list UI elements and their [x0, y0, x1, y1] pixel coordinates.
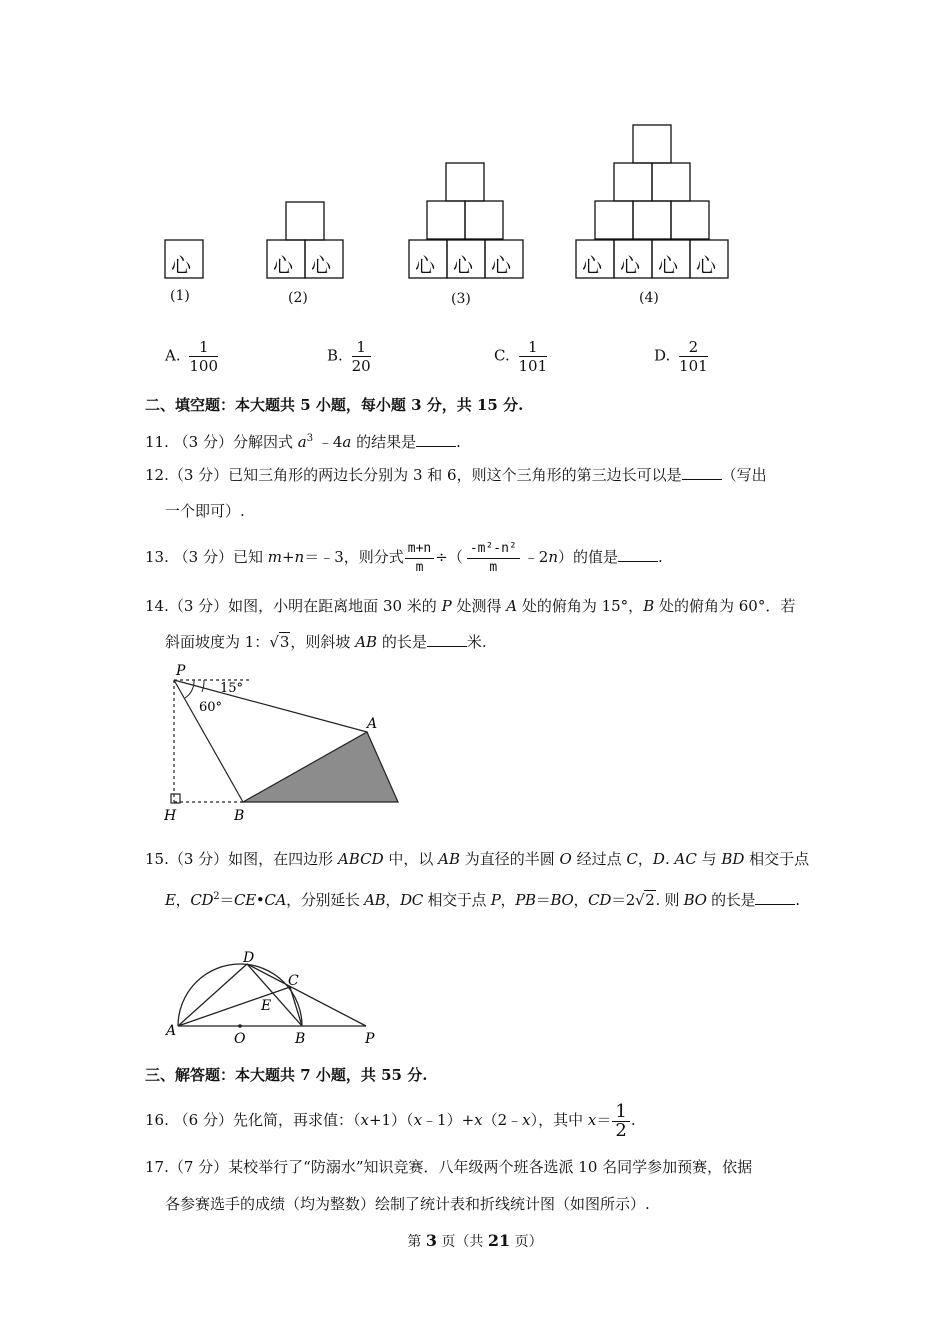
- q-text: ，分别延长: [286, 891, 365, 909]
- q-text: 经过点: [571, 850, 627, 868]
- label-60-deg: 60°: [199, 700, 223, 715]
- q-text: 处测得: [451, 597, 507, 615]
- q-text: 已知三角形的两边长分别为 3 和 6，则这个三角形的第三边长可以是: [228, 466, 682, 484]
- line-pb: [174, 680, 243, 802]
- q-text: 的结果是: [351, 433, 417, 451]
- var: E: [165, 891, 176, 909]
- var: CD: [190, 891, 214, 909]
- pyramid-figure-svg: [150, 115, 750, 315]
- footer-text: 页）: [510, 1234, 543, 1250]
- var: CD: [588, 891, 612, 909]
- question-17-line2: 各参赛选手的成绩（均为整数）绘制了统计表和折线统计图（如图所示）.: [165, 1195, 650, 1213]
- sqrt-radicand: 3: [279, 633, 290, 651]
- answer-blank[interactable]: [427, 632, 467, 647]
- question-number: 13.: [145, 548, 169, 566]
- numerator: m+n: [405, 540, 434, 559]
- q-text: ﹣4: [313, 433, 343, 451]
- question-13: [145, 537, 663, 581]
- label-p: P: [365, 1031, 375, 1047]
- numerator: 1: [612, 1103, 629, 1122]
- denominator: 100: [189, 357, 219, 375]
- fraction: [405, 540, 434, 577]
- q-text: ＝2: [611, 891, 636, 909]
- footer-text: 页（共: [436, 1234, 488, 1250]
- var: x: [587, 1111, 597, 1129]
- var: n: [294, 548, 305, 566]
- question-15-line2: [165, 887, 800, 910]
- fig4-box: [595, 201, 633, 239]
- label-a: A: [367, 716, 378, 732]
- var: AC: [674, 850, 697, 868]
- q-text: 相交于点: [744, 850, 810, 868]
- q-text: ，: [385, 891, 401, 909]
- figure-label: (1): [170, 288, 190, 304]
- q-text: 的长是: [706, 891, 756, 909]
- angle-arc-15: [202, 680, 204, 692]
- q-text: •: [255, 891, 265, 909]
- q-text: .: [658, 548, 663, 566]
- fig2-box: [286, 202, 324, 240]
- line-dp: [247, 964, 366, 1026]
- xin-char: 心: [171, 253, 191, 277]
- option-letter: C.: [494, 346, 510, 365]
- question-17: [145, 1157, 752, 1177]
- question-12: [145, 465, 767, 485]
- slope-triangle: [243, 732, 398, 802]
- denominator: m: [489, 559, 498, 575]
- option-letter: D.: [654, 346, 671, 365]
- q-text: 先化简，再求值：（: [232, 1111, 361, 1129]
- label-p: P: [176, 663, 186, 679]
- label-o: O: [234, 1031, 246, 1047]
- numerator: -m²-n²: [467, 540, 520, 559]
- option-fraction: [189, 338, 218, 375]
- answer-blank[interactable]: [755, 890, 795, 905]
- numerator: 1: [519, 338, 548, 357]
- var: ABCD: [337, 850, 384, 868]
- denominator: 101: [518, 357, 548, 375]
- var: x: [522, 1111, 531, 1129]
- denominator: 2: [615, 1119, 627, 1141]
- fraction: [467, 540, 520, 577]
- q-text: ﹣1）+: [422, 1111, 475, 1129]
- label-15-deg: 15°: [220, 681, 244, 696]
- q-text: +: [281, 548, 295, 566]
- q-text: . 则: [655, 891, 684, 909]
- q-text: .: [795, 891, 800, 909]
- q-text: 与: [696, 850, 722, 868]
- answer-blank[interactable]: [682, 465, 722, 480]
- fig4-box: [671, 201, 709, 239]
- question-16: [145, 1100, 636, 1140]
- q-text: +1）（: [368, 1111, 414, 1129]
- q-text: ）的值是: [558, 548, 619, 566]
- option-fraction: [679, 338, 708, 375]
- q-text: ＝: [219, 891, 235, 909]
- page-footer: [0, 1231, 950, 1251]
- var: a: [342, 433, 352, 451]
- option-letter: A.: [165, 346, 181, 365]
- q-text: ，: [637, 850, 653, 868]
- label-b: B: [295, 1031, 306, 1047]
- var: A: [506, 597, 518, 615]
- answer-blank[interactable]: [618, 547, 658, 562]
- numerator: 1: [189, 338, 218, 357]
- question-points: （6 分）: [173, 1111, 233, 1129]
- q-text: ，则斜坡: [290, 633, 356, 651]
- figure-14: [160, 660, 420, 830]
- q-text: ÷（: [435, 548, 463, 566]
- var: C: [626, 850, 638, 868]
- var: BD: [721, 850, 745, 868]
- question-12-line2: 一个即可）.: [165, 502, 245, 520]
- var: x: [474, 1111, 483, 1129]
- numerator: 1: [352, 338, 371, 357]
- option-d[interactable]: [654, 338, 712, 375]
- question-points: （3 分）: [173, 548, 233, 566]
- answer-blank[interactable]: [416, 432, 456, 447]
- var: D: [652, 850, 665, 868]
- exponent: 3: [306, 433, 314, 444]
- q-text: .: [664, 850, 675, 868]
- q-text: ﹣2: [523, 548, 549, 566]
- question-number: 16.: [145, 1111, 169, 1129]
- xin-char: 心: [311, 253, 331, 277]
- question-11: [145, 429, 461, 452]
- option-c[interactable]: [494, 338, 551, 375]
- var: PB: [515, 891, 536, 909]
- question-15: [145, 849, 809, 869]
- q-text: 已知: [232, 548, 268, 566]
- xin-char: 心: [273, 253, 293, 277]
- question-number: 12.: [145, 466, 169, 484]
- q-text: ＝: [535, 891, 551, 909]
- q-text: 为直径的半圆: [460, 850, 560, 868]
- section-2-title: 二、填空题：本大题共 5 小题，每小题 3 分，共 15 分.: [145, 396, 524, 414]
- option-fraction: [352, 338, 371, 375]
- xin-char: 心: [491, 253, 511, 277]
- page-number: 3: [425, 1231, 437, 1250]
- var: B: [643, 597, 655, 615]
- exponent: 2: [213, 891, 220, 902]
- q-text: （写出: [721, 466, 767, 484]
- q-text: 处的俯角为 15°，: [517, 597, 644, 615]
- xin-char: 心: [453, 253, 473, 277]
- denominator: 101: [679, 357, 708, 375]
- option-letter: B.: [327, 346, 343, 365]
- question-points: （7 分）: [168, 1158, 229, 1176]
- question-number: 14.: [145, 597, 169, 615]
- xin-char: 心: [415, 253, 435, 277]
- var: O: [559, 850, 572, 868]
- q-text: 相交于点: [422, 891, 491, 909]
- var: m: [267, 548, 282, 566]
- denominator: m: [415, 559, 424, 575]
- option-fraction: [519, 338, 548, 375]
- xin-char: 心: [696, 253, 716, 277]
- fraction: [612, 1100, 629, 1141]
- q-text: 如图，在四边形: [228, 850, 338, 868]
- var: P: [490, 891, 501, 909]
- center-o: [238, 1024, 242, 1028]
- figure-label: (3): [451, 291, 471, 307]
- question-points: （3 分）: [168, 850, 229, 868]
- sqrt-radicand: 2: [645, 891, 655, 909]
- fig4-box: [652, 163, 690, 201]
- var: n: [548, 548, 559, 566]
- q-text: .: [630, 1111, 636, 1129]
- q-text: ，: [175, 891, 191, 909]
- question-points: （3 分）: [173, 433, 233, 451]
- q-text: 如图，小明在距离地面 30 米的: [228, 597, 442, 615]
- label-c: C: [288, 973, 299, 989]
- sqrt-sign: √: [269, 633, 279, 651]
- q-text: 分解因式: [232, 433, 298, 451]
- figure-label: (4): [639, 290, 659, 306]
- denominator: 20: [351, 357, 371, 375]
- q-text: 米.: [466, 633, 487, 651]
- q-text: 中，以: [383, 850, 439, 868]
- fig4-box: [633, 201, 671, 239]
- question-points: （3 分）: [168, 466, 229, 484]
- label-d: D: [243, 950, 255, 966]
- option-b[interactable]: [327, 338, 375, 375]
- var: AB: [355, 633, 378, 651]
- label-h: H: [164, 808, 177, 824]
- var: x: [360, 1111, 369, 1129]
- var: CE: [234, 891, 256, 909]
- label-a: A: [166, 1023, 177, 1039]
- section-3-title: 三、解答题：本大题共 7 小题，共 55 分.: [145, 1066, 428, 1084]
- xin-char: 心: [658, 253, 678, 277]
- var: DC: [400, 891, 423, 909]
- var: x: [413, 1111, 423, 1129]
- numerator: 2: [679, 338, 708, 357]
- option-a[interactable]: [165, 338, 222, 375]
- fig4-box: [633, 125, 671, 163]
- semicircle: [178, 964, 302, 1026]
- var: BO: [683, 891, 707, 909]
- xin-char: 心: [582, 253, 602, 277]
- var: P: [441, 597, 452, 615]
- figure-label: (2): [288, 290, 308, 306]
- fig4-box: [614, 163, 652, 201]
- q-text: ），其中: [530, 1111, 588, 1129]
- total-pages: 21: [487, 1231, 511, 1250]
- line-ad: [178, 964, 247, 1026]
- figure-15: [160, 945, 390, 1050]
- q-text: 的长是: [377, 633, 427, 651]
- var: AB: [364, 891, 386, 909]
- var: BO: [550, 891, 574, 909]
- q-text: ＝: [596, 1111, 612, 1129]
- footer-text: 第: [407, 1234, 426, 1250]
- angle-arc-60: [185, 680, 194, 698]
- q-text: 斜面坡度为 1：: [165, 633, 270, 651]
- var: CA: [264, 891, 287, 909]
- q-text: .: [456, 433, 461, 451]
- q-text: （2﹣: [482, 1111, 523, 1129]
- var: AB: [438, 850, 460, 868]
- fig3-box: [465, 201, 503, 239]
- q-text: ，: [500, 891, 516, 909]
- var: a: [297, 433, 307, 451]
- question-points: （3 分）: [168, 597, 229, 615]
- question-14: [145, 596, 795, 616]
- question-number: 17.: [145, 1158, 169, 1176]
- label-b: B: [234, 808, 245, 824]
- fig3-box: [446, 163, 484, 201]
- q-text: ，: [573, 891, 589, 909]
- label-e: E: [261, 998, 272, 1014]
- q-text: 处的俯角为 60°．若: [654, 597, 796, 615]
- question-number: 15.: [145, 850, 169, 868]
- question-number: 11.: [145, 433, 169, 451]
- question-14-line2: [165, 632, 487, 652]
- xin-char: 心: [620, 253, 640, 277]
- sqrt-sign: √: [635, 891, 645, 909]
- q-text: ＝﹣3，则分式: [304, 548, 404, 566]
- q-text: 某校举行了“防溺水”知识竞赛．八年级两个班各选派 10 名同学参加预赛，依据: [228, 1158, 753, 1176]
- fig3-box: [427, 201, 465, 239]
